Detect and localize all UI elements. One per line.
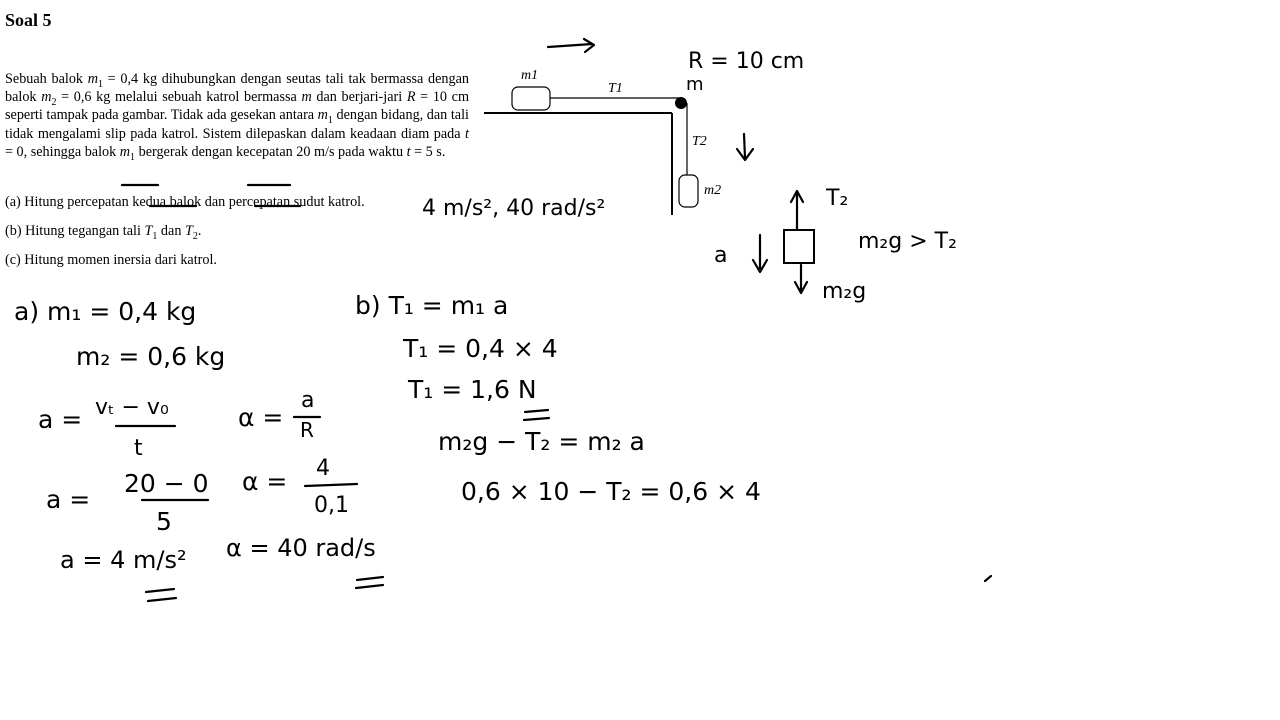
hw-R-note: R = 10 cm xyxy=(688,49,805,74)
hw-alpha-calc-num: 4 xyxy=(316,456,330,481)
stray-mark xyxy=(985,576,991,581)
block-m2 xyxy=(679,175,698,207)
fbd-block xyxy=(784,230,814,263)
hw-b-line5: 0,6 × 10 − T₂ = 0,6 × 4 xyxy=(461,477,761,506)
problem-text-1: Sebuah balok xyxy=(5,71,88,87)
accel-arrow-icon xyxy=(753,235,767,272)
hw-fbd-m2g: m₂g xyxy=(822,279,867,304)
down-arrow-icon xyxy=(795,265,807,293)
block-m1 xyxy=(512,87,550,110)
problem-text-7: = 0, sehingga balok xyxy=(5,143,120,160)
hw-b-line1: b) T₁ = m₁ a xyxy=(355,291,509,320)
hw-a-line1: a) m₁ = 0,4 kg xyxy=(14,297,197,326)
problem-text-4: dan berjari-jari xyxy=(311,89,407,106)
label-m2: m2 xyxy=(704,183,722,198)
question-a: (a) Hitung percepatan kedua balok dan percepatan sudut katrol. xyxy=(5,194,365,210)
hw-a-line2: m₂ = 0,6 kg xyxy=(76,342,226,371)
hw-answer-a-top: 4 m/s², 40 rad/s² xyxy=(422,196,606,221)
symbol-m2: m xyxy=(41,89,52,106)
solution-part-a xyxy=(14,297,383,601)
double-underline xyxy=(356,577,383,588)
hw-alpha-formula-lhs: α = xyxy=(238,403,284,432)
label-T2: T2 xyxy=(692,134,707,149)
question-b-T1: T xyxy=(144,223,153,239)
hw-a-result: a = 4 m/s² xyxy=(60,546,187,574)
hw-b-line3: T₁ = 1,6 N xyxy=(408,375,537,404)
question-b-T1-sub: 1 xyxy=(152,230,158,242)
hw-alpha-formula-den: R xyxy=(300,418,314,442)
question-b-text: (b) Hitung tegangan tali xyxy=(5,223,145,239)
hw-b-line4: m₂g − T₂ = m₂ a xyxy=(438,427,645,456)
symbol-t: t xyxy=(465,125,469,142)
hw-alpha-calc-lhs: α = xyxy=(242,467,288,496)
question-b-T2: T xyxy=(184,223,193,239)
hw-alpha-result: α = 40 rad/s xyxy=(226,534,376,562)
free-body-diagram xyxy=(714,186,957,304)
hw-fbd-inequality: m₂g > T₂ xyxy=(858,229,957,254)
question-b-end: . xyxy=(197,223,202,239)
symbol-m2-sub: 2 xyxy=(51,97,57,109)
question-b-T2-sub: 2 xyxy=(192,230,198,242)
symbol-m1c: m xyxy=(119,143,131,160)
hw-a-calc-den: 5 xyxy=(156,507,172,536)
fraction-bar xyxy=(305,484,357,486)
symbol-m1b-sub: 1 xyxy=(327,115,333,127)
problem-text-8: bergerak dengan kecepatan 20 m/s pada waktu xyxy=(135,143,407,160)
label-T1: T1 xyxy=(608,81,623,96)
hw-a-calc-lhs: a = xyxy=(46,485,91,514)
hw-pulley-m: m xyxy=(686,74,704,95)
symbol-t2: t xyxy=(406,143,411,160)
double-underline xyxy=(146,589,176,601)
problem-text-6: dengan bidang, dan tali tidak mengalami slip pada katrol. Sistem dilepaskan dalam keadaan diam pada xyxy=(5,107,469,142)
hw-fbd-T2: T₂ xyxy=(826,186,849,211)
down-arrow-icon xyxy=(737,134,753,160)
label-m1: m1 xyxy=(521,68,539,83)
hw-a-formula-den: t xyxy=(134,436,143,461)
symbol-m1b: m xyxy=(317,107,328,124)
problem-text-3: = 0,6 kg melalui sebuah katrol bermassa xyxy=(56,89,302,106)
hw-alpha-calc-den: 0,1 xyxy=(314,493,349,518)
pulley xyxy=(675,97,687,109)
hw-a-calc-num: 20 − 0 xyxy=(124,469,209,498)
solution-part-b xyxy=(355,291,761,506)
up-arrow-icon xyxy=(791,191,803,229)
symbol-R: R xyxy=(406,89,416,106)
problem-title: Soal 5 xyxy=(5,10,52,30)
hw-alpha-formula-num: a xyxy=(301,388,315,413)
symbol-m1: m xyxy=(87,71,98,87)
problem-text-9: = 5 s. xyxy=(410,143,446,160)
hw-b-line2: T₁ = 0,4 × 4 xyxy=(403,334,558,363)
double-underline xyxy=(524,410,549,420)
problem-text-2: = 0,4 kg dihubungkan dengan seutas tali tak bermassa dengan balok xyxy=(5,71,469,106)
symbol-m1-sub: 1 xyxy=(97,78,103,90)
hw-a-formula-lhs: a = xyxy=(38,405,83,434)
question-c: (c) Hitung momen inersia dari katrol. xyxy=(5,252,217,268)
symbol-m1c-sub: 1 xyxy=(130,151,136,163)
hw-a-formula-num: vₜ − v₀ xyxy=(95,395,169,420)
symbol-m: m xyxy=(301,89,312,106)
hw-fbd-a: a xyxy=(714,243,728,268)
problem-text-5: = 10 cm seperti tampak pada gambar. Tidak ada gesekan antara xyxy=(5,89,469,124)
right-arrow-icon xyxy=(548,39,594,52)
question-b-mid: dan xyxy=(157,223,185,239)
